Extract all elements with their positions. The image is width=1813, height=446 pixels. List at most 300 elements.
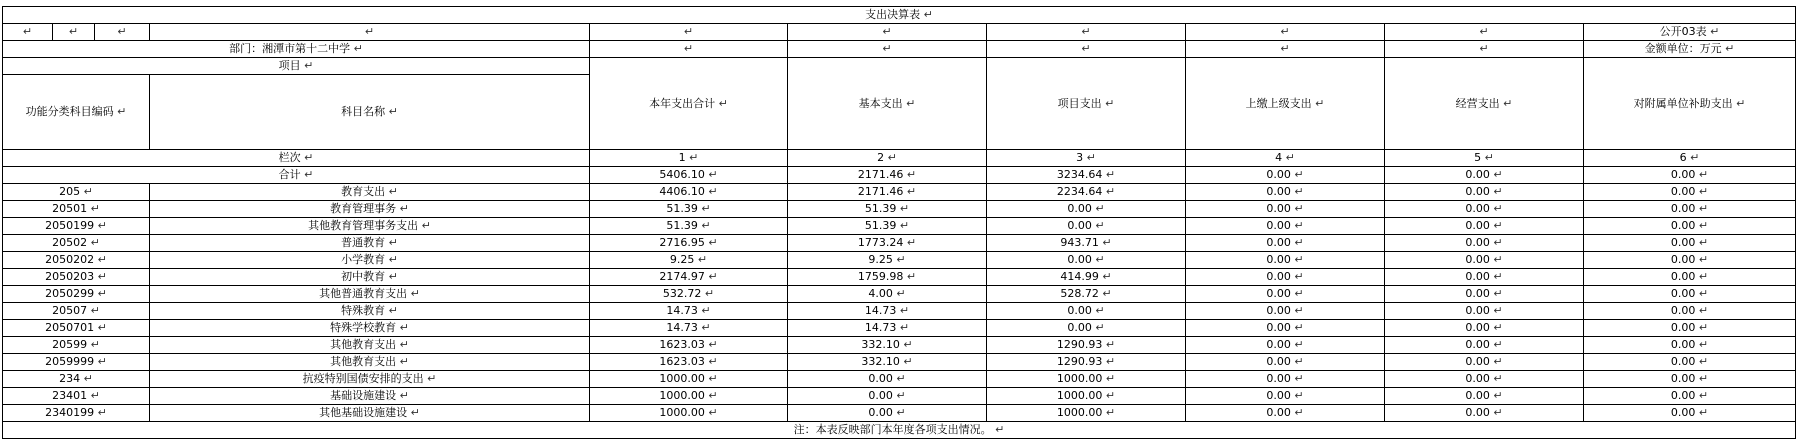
subject-code: 20502 xyxy=(52,236,88,249)
column-number-label: 栏次 xyxy=(278,151,301,164)
paragraph-mark-icon: ↵ xyxy=(1294,185,1304,198)
paragraph-mark-icon: ↵ xyxy=(83,372,93,385)
amount-value: 2234.64 xyxy=(1056,185,1103,198)
amount-value: 0.00 xyxy=(1465,304,1490,317)
amount-value: 414.99 xyxy=(1060,270,1099,283)
subject-name: 普通教育 xyxy=(341,236,386,249)
paragraph-mark-icon: ↵ xyxy=(399,202,409,215)
amount-value: 0.00 xyxy=(1465,372,1490,385)
amount-value: 1000.00 xyxy=(1056,389,1103,402)
header-subsidiary-subsidy: 对附属单位补助支出 xyxy=(1633,96,1733,110)
paragraph-mark-icon: ↵ xyxy=(906,236,917,249)
paragraph-mark-icon: ↵ xyxy=(1493,168,1503,181)
total-label: 合计 xyxy=(278,168,301,181)
paragraph-mark-icon: ↵ xyxy=(410,406,420,419)
subject-name: 特殊学校教育 xyxy=(330,321,397,334)
paragraph-mark-icon: ↵ xyxy=(704,287,715,300)
paragraph-mark-icon: ↵ xyxy=(882,25,892,38)
paragraph-mark-icon: ↵ xyxy=(1102,236,1112,249)
paragraph-mark-icon: ↵ xyxy=(1493,287,1503,300)
amount-value: 0.00 xyxy=(1465,253,1490,266)
amount-value: 0.00 xyxy=(1670,321,1696,334)
subject-name: 抗疫特别国债安排的支出 xyxy=(302,372,424,385)
paragraph-mark-icon: ↵ xyxy=(1493,185,1503,198)
paragraph-mark-icon: ↵ xyxy=(1698,270,1709,283)
subject-name: 教育支出 xyxy=(341,185,386,198)
subject-code: 20599 xyxy=(52,338,88,351)
paragraph-mark-icon: ↵ xyxy=(708,236,718,249)
paragraph-mark-icon: ↵ xyxy=(1105,185,1116,198)
paragraph-mark-icon: ↵ xyxy=(399,338,409,351)
paragraph-mark-icon: ↵ xyxy=(1493,270,1503,283)
paragraph-mark-icon: ↵ xyxy=(1294,321,1304,334)
department-label: 部门：湘潭市第十二中学 xyxy=(229,42,351,55)
paragraph-mark-icon: ↵ xyxy=(1493,389,1503,402)
total-value: 0.00 xyxy=(1266,168,1291,181)
amount-value: 0.00 xyxy=(1067,321,1092,334)
amount-value: 2716.95 xyxy=(659,236,705,249)
column-number: 1 xyxy=(678,151,686,164)
subject-name: 其他教育支出 xyxy=(330,338,397,351)
paragraph-mark-icon: ↵ xyxy=(97,219,107,232)
header-basic-expenditure: 基本支出 xyxy=(858,96,903,110)
paragraph-mark-icon: ↵ xyxy=(1105,338,1116,351)
subject-code: 2050203 xyxy=(45,270,95,283)
paragraph-mark-icon: ↵ xyxy=(1095,253,1105,266)
amount-value: 0.00 xyxy=(1465,406,1490,419)
amount-value: 0.00 xyxy=(1465,389,1490,402)
table-row xyxy=(3,201,1796,218)
paragraph-mark-icon: ↵ xyxy=(697,253,708,266)
table-row xyxy=(3,218,1796,235)
paragraph-mark-icon: ↵ xyxy=(899,321,910,334)
subject-name: 小学教育 xyxy=(341,253,386,266)
total-value: 2171.46 xyxy=(857,168,904,181)
paragraph-mark-icon: ↵ xyxy=(906,270,917,283)
paragraph-mark-icon: ↵ xyxy=(899,202,910,215)
amount-value: 0.00 xyxy=(1266,287,1291,300)
paragraph-mark-icon: ↵ xyxy=(1493,372,1503,385)
total-value: 3234.64 xyxy=(1056,168,1103,181)
paragraph-mark-icon: ↵ xyxy=(1725,42,1735,55)
paragraph-mark-icon: ↵ xyxy=(995,423,1005,436)
amount-value: 14.73 xyxy=(666,321,698,334)
paragraph-mark-icon: ↵ xyxy=(689,151,699,164)
amount-value: 0.00 xyxy=(1465,270,1490,283)
amount-value: 0.00 xyxy=(1465,202,1490,215)
paragraph-mark-icon: ↵ xyxy=(1698,168,1709,181)
paragraph-mark-icon: ↵ xyxy=(304,151,314,164)
paragraph-mark-icon: ↵ xyxy=(1294,236,1304,249)
paragraph-mark-icon: ↵ xyxy=(1095,304,1105,317)
amount-value: 0.00 xyxy=(1266,219,1291,232)
column-number: 6 xyxy=(1679,151,1687,164)
paragraph-mark-icon: ↵ xyxy=(388,185,398,198)
expenditure-table xyxy=(2,6,1796,439)
paragraph-mark-icon: ↵ xyxy=(708,338,718,351)
table-note: 注：本表反映部门本年度各项支出情况。 xyxy=(793,423,992,436)
amount-value: 1290.93 xyxy=(1056,355,1103,368)
paragraph-mark-icon: ↵ xyxy=(903,355,913,368)
table-row xyxy=(3,235,1796,252)
amount-value: 9.25 xyxy=(868,253,893,266)
paragraph-mark-icon: ↵ xyxy=(1294,168,1304,181)
subject-name: 初中教育 xyxy=(341,270,386,283)
paragraph-mark-icon: ↵ xyxy=(1698,185,1709,198)
amount-value: 0.00 xyxy=(1670,406,1696,419)
subject-code: 2050701 xyxy=(45,321,95,334)
amount-value: 0.00 xyxy=(1266,270,1291,283)
amount-value: 332.10 xyxy=(861,355,900,368)
table-row xyxy=(3,354,1796,371)
department-row xyxy=(3,41,1796,58)
header-total-expenditure: 本年支出合计 xyxy=(649,96,716,110)
column-number: 5 xyxy=(1474,151,1482,164)
paragraph-mark-icon: ↵ xyxy=(1493,304,1503,317)
amount-value: 0.00 xyxy=(1266,406,1291,419)
amount-value: 51.39 xyxy=(666,219,698,232)
paragraph-mark-icon: ↵ xyxy=(1294,355,1304,368)
amount-value: 4406.10 xyxy=(659,185,705,198)
subject-name: 特殊教育 xyxy=(341,304,386,317)
amount-value: 1623.03 xyxy=(659,338,705,351)
table-number: 公开03表 xyxy=(1659,25,1707,38)
paragraph-mark-icon: ↵ xyxy=(1315,96,1325,110)
amount-value: 0.00 xyxy=(1670,236,1696,249)
paragraph-mark-icon: ↵ xyxy=(1105,406,1116,419)
paragraph-mark-icon: ↵ xyxy=(1095,202,1105,215)
paragraph-mark-icon: ↵ xyxy=(68,25,79,38)
paragraph-mark-icon: ↵ xyxy=(1081,25,1091,38)
paragraph-mark-icon: ↵ xyxy=(1493,355,1503,368)
paragraph-mark-icon: ↵ xyxy=(399,389,409,402)
paragraph-mark-icon: ↵ xyxy=(427,372,437,385)
paragraph-mark-icon: ↵ xyxy=(90,338,100,351)
paragraph-mark-icon: ↵ xyxy=(1493,321,1503,334)
paragraph-mark-icon: ↵ xyxy=(1105,96,1115,110)
paragraph-mark-icon: ↵ xyxy=(923,8,933,21)
table-row xyxy=(3,252,1796,269)
amount-value: 0.00 xyxy=(1067,202,1092,215)
amount-value: 0.00 xyxy=(1266,321,1291,334)
paragraph-mark-icon: ↵ xyxy=(899,304,910,317)
amount-value: 14.73 xyxy=(864,321,897,334)
paragraph-mark-icon: ↵ xyxy=(1479,42,1489,55)
amount-value: 0.00 xyxy=(1670,287,1696,300)
paragraph-mark-icon: ↵ xyxy=(1105,389,1116,402)
paragraph-mark-icon: ↵ xyxy=(388,253,398,266)
amount-value: 0.00 xyxy=(1465,219,1490,232)
paragraph-mark-icon: ↵ xyxy=(117,105,127,118)
paragraph-mark-icon: ↵ xyxy=(708,355,718,368)
paragraph-mark-icon: ↵ xyxy=(1095,321,1105,334)
paragraph-mark-icon: ↵ xyxy=(701,219,711,232)
paragraph-mark-icon: ↵ xyxy=(896,406,906,419)
column-number-row xyxy=(3,150,1796,167)
amount-value: 0.00 xyxy=(1067,304,1092,317)
table-row xyxy=(3,320,1796,337)
paragraph-mark-icon: ↵ xyxy=(1690,151,1700,164)
amount-value: 0.00 xyxy=(1266,338,1291,351)
paragraph-mark-icon: ↵ xyxy=(364,25,375,38)
paragraph-mark-icon: ↵ xyxy=(701,304,711,317)
paragraph-mark-icon: ↵ xyxy=(1095,219,1105,232)
paragraph-mark-icon: ↵ xyxy=(701,202,711,215)
paragraph-mark-icon: ↵ xyxy=(97,321,107,334)
paragraph-mark-icon: ↵ xyxy=(1285,151,1295,164)
paragraph-mark-icon: ↵ xyxy=(708,185,718,198)
paragraph-mark-icon: ↵ xyxy=(896,287,906,300)
paragraph-mark-icon: ↵ xyxy=(1294,270,1304,283)
paragraph-mark-icon: ↵ xyxy=(1280,42,1290,55)
amount-value: 14.73 xyxy=(666,304,698,317)
paragraph-mark-icon: ↵ xyxy=(1493,338,1503,351)
table-row xyxy=(3,303,1796,320)
amount-value: 1000.00 xyxy=(1056,406,1103,419)
header-operating-expenditure: 经营支出 xyxy=(1455,96,1500,110)
subject-name: 基础设施建设 xyxy=(330,389,397,402)
paragraph-mark-icon: ↵ xyxy=(399,355,409,368)
table-row xyxy=(3,371,1796,388)
paragraph-mark-icon: ↵ xyxy=(1294,372,1304,385)
paragraph-mark-icon: ↵ xyxy=(887,151,897,164)
amount-value: 0.00 xyxy=(1465,185,1490,198)
amount-value: 0.00 xyxy=(1670,355,1696,368)
paragraph-mark-icon: ↵ xyxy=(1698,219,1709,232)
total-value: 0.00 xyxy=(1670,168,1696,181)
paragraph-mark-icon: ↵ xyxy=(1294,338,1304,351)
paragraph-mark-icon: ↵ xyxy=(1081,42,1091,55)
paragraph-mark-icon: ↵ xyxy=(1698,355,1709,368)
amount-value: 2171.46 xyxy=(857,185,904,198)
header-code: 功能分类科目编码 xyxy=(25,105,114,118)
amount-value: 532.72 xyxy=(662,287,702,300)
paragraph-mark-icon: ↵ xyxy=(1294,219,1304,232)
amount-value: 0.00 xyxy=(1266,202,1291,215)
subject-code: 2059999 xyxy=(45,355,95,368)
total-value: 0.00 xyxy=(1465,168,1490,181)
paragraph-mark-icon: ↵ xyxy=(1280,25,1290,38)
column-number: 4 xyxy=(1275,151,1283,164)
paragraph-mark-icon: ↵ xyxy=(410,287,420,300)
paragraph-mark-icon: ↵ xyxy=(1503,96,1513,110)
paragraph-mark-icon: ↵ xyxy=(1698,406,1709,419)
subject-code: 2050202 xyxy=(45,253,95,266)
amount-value: 9.25 xyxy=(669,253,695,266)
amount-value: 1000.00 xyxy=(659,406,705,419)
total-value: 5406.10 xyxy=(659,168,705,181)
paragraph-mark-icon: ↵ xyxy=(708,168,718,181)
paragraph-mark-icon: ↵ xyxy=(1294,406,1304,419)
paragraph-mark-icon: ↵ xyxy=(903,338,913,351)
paragraph-mark-icon: ↵ xyxy=(1698,338,1709,351)
amount-value: 0.00 xyxy=(1465,321,1490,334)
amount-value: 0.00 xyxy=(868,406,893,419)
column-number: 3 xyxy=(1076,151,1084,164)
paragraph-mark-icon: ↵ xyxy=(1086,151,1096,164)
paragraph-mark-icon: ↵ xyxy=(896,372,906,385)
header-project-expenditure: 项目支出 xyxy=(1057,96,1102,110)
paragraph-mark-icon: ↵ xyxy=(882,42,892,55)
paragraph-mark-icon: ↵ xyxy=(701,321,711,334)
paragraph-mark-icon: ↵ xyxy=(906,168,917,181)
table-row xyxy=(3,388,1796,405)
paragraph-mark-icon: ↵ xyxy=(1698,389,1709,402)
header-remit-superior: 上缴上级支出 xyxy=(1245,96,1312,110)
paragraph-mark-icon: ↵ xyxy=(97,355,107,368)
paragraph-mark-icon: ↵ xyxy=(899,219,910,232)
paragraph-mark-icon: ↵ xyxy=(708,372,718,385)
amount-value: 0.00 xyxy=(1670,185,1696,198)
subject-name: 其他普通教育支出 xyxy=(319,287,408,300)
amount-value: 1290.93 xyxy=(1056,338,1103,351)
paragraph-mark-icon: ↵ xyxy=(1736,96,1746,110)
paragraph-mark-icon: ↵ xyxy=(718,96,728,110)
table-number-row xyxy=(3,24,1796,41)
paragraph-mark-icon: ↵ xyxy=(90,202,100,215)
paragraph-mark-icon: ↵ xyxy=(1294,304,1304,317)
paragraph-mark-icon: ↵ xyxy=(97,406,107,419)
subject-name: 其他教育支出 xyxy=(330,355,397,368)
amount-value: 0.00 xyxy=(1266,389,1291,402)
paragraph-mark-icon: ↵ xyxy=(896,253,906,266)
paragraph-mark-icon: ↵ xyxy=(1102,287,1112,300)
paragraph-mark-icon: ↵ xyxy=(1698,287,1709,300)
amount-value: 0.00 xyxy=(1465,355,1490,368)
title-row xyxy=(3,7,1796,24)
paragraph-mark-icon: ↵ xyxy=(1698,253,1709,266)
amount-value: 0.00 xyxy=(1670,372,1696,385)
header-item: 项目 xyxy=(278,59,301,72)
paragraph-mark-icon: ↵ xyxy=(1105,372,1116,385)
paragraph-mark-icon: ↵ xyxy=(1294,389,1304,402)
paragraph-mark-icon: ↵ xyxy=(1698,236,1709,249)
total-row xyxy=(3,167,1796,184)
paragraph-mark-icon: ↵ xyxy=(896,389,906,402)
subject-name: 其他教育管理事务支出 xyxy=(308,219,419,232)
paragraph-mark-icon: ↵ xyxy=(1698,372,1709,385)
amount-value: 0.00 xyxy=(1266,253,1291,266)
table-row xyxy=(3,184,1796,201)
amount-value: 51.39 xyxy=(864,219,897,232)
paragraph-mark-icon: ↵ xyxy=(1493,253,1503,266)
paragraph-mark-icon: ↵ xyxy=(1105,168,1116,181)
amount-value: 0.00 xyxy=(1266,236,1291,249)
amount-value: 0.00 xyxy=(1266,355,1291,368)
paragraph-mark-icon: ↵ xyxy=(97,270,107,283)
unit-label: 金额单位：万元 xyxy=(1644,42,1722,55)
amount-value: 2174.97 xyxy=(659,270,705,283)
paragraph-mark-icon: ↵ xyxy=(1105,355,1116,368)
subject-code: 234 xyxy=(59,372,81,385)
paragraph-mark-icon: ↵ xyxy=(90,236,100,249)
table-row xyxy=(3,269,1796,286)
subject-code: 2340199 xyxy=(45,406,95,419)
paragraph-mark-icon: ↵ xyxy=(906,96,916,110)
header-name: 科目名称 xyxy=(341,105,386,118)
amount-value: 0.00 xyxy=(1670,219,1696,232)
subject-code: 2050199 xyxy=(45,219,95,232)
paragraph-mark-icon: ↵ xyxy=(388,105,398,118)
header-row-item xyxy=(3,58,1796,75)
paragraph-mark-icon: ↵ xyxy=(90,304,100,317)
paragraph-mark-icon: ↵ xyxy=(388,236,398,249)
paragraph-mark-icon: ↵ xyxy=(683,25,694,38)
paragraph-mark-icon: ↵ xyxy=(304,168,314,181)
paragraph-mark-icon: ↵ xyxy=(97,253,107,266)
paragraph-mark-icon: ↵ xyxy=(1698,304,1709,317)
paragraph-mark-icon: ↵ xyxy=(708,389,718,402)
paragraph-mark-icon: ↵ xyxy=(1710,25,1720,38)
table-title: 支出决算表 xyxy=(865,8,921,21)
amount-value: 0.00 xyxy=(1670,304,1696,317)
paragraph-mark-icon: ↵ xyxy=(683,42,694,55)
amount-value: 0.00 xyxy=(1266,185,1291,198)
paragraph-mark-icon: ↵ xyxy=(1493,219,1503,232)
paragraph-mark-icon: ↵ xyxy=(1102,270,1112,283)
paragraph-mark-icon: ↵ xyxy=(906,185,917,198)
paragraph-mark-icon: ↵ xyxy=(1698,202,1709,215)
paragraph-mark-icon: ↵ xyxy=(1294,287,1304,300)
paragraph-mark-icon: ↵ xyxy=(90,389,100,402)
paragraph-mark-icon: ↵ xyxy=(353,42,363,55)
amount-value: 0.00 xyxy=(1465,338,1490,351)
amount-value: 0.00 xyxy=(1670,389,1696,402)
paragraph-mark-icon: ↵ xyxy=(399,321,409,334)
subject-code: 20501 xyxy=(52,202,88,215)
subject-code: 20507 xyxy=(52,304,88,317)
paragraph-mark-icon: ↵ xyxy=(421,219,431,232)
paragraph-mark-icon: ↵ xyxy=(1493,202,1503,215)
amount-value: 4.00 xyxy=(868,287,893,300)
paragraph-mark-icon: ↵ xyxy=(1493,236,1503,249)
amount-value: 0.00 xyxy=(1465,287,1490,300)
amount-value: 1759.98 xyxy=(857,270,904,283)
table-row xyxy=(3,337,1796,354)
paragraph-mark-icon: ↵ xyxy=(1698,321,1709,334)
amount-value: 332.10 xyxy=(861,338,900,351)
table-row xyxy=(3,286,1796,303)
amount-value: 0.00 xyxy=(1670,253,1696,266)
column-number: 2 xyxy=(877,151,885,164)
amount-value: 0.00 xyxy=(1670,202,1696,215)
paragraph-mark-icon: ↵ xyxy=(117,25,127,38)
paragraph-mark-icon: ↵ xyxy=(388,304,398,317)
paragraph-mark-icon: ↵ xyxy=(83,185,93,198)
paragraph-mark-icon: ↵ xyxy=(1294,253,1304,266)
paragraph-mark-icon: ↵ xyxy=(1294,202,1304,215)
amount-value: 0.00 xyxy=(1067,253,1092,266)
amount-value: 0.00 xyxy=(1670,270,1696,283)
paragraph-mark-icon: ↵ xyxy=(22,25,33,38)
paragraph-mark-icon: ↵ xyxy=(97,287,107,300)
paragraph-mark-icon: ↵ xyxy=(304,59,314,72)
amount-value: 14.73 xyxy=(864,304,897,317)
paragraph-mark-icon: ↵ xyxy=(1493,406,1503,419)
table-row xyxy=(3,405,1796,422)
amount-value: 0.00 xyxy=(1266,304,1291,317)
amount-value: 943.71 xyxy=(1060,236,1099,249)
paragraph-mark-icon: ↵ xyxy=(708,406,718,419)
amount-value: 528.72 xyxy=(1060,287,1099,300)
subject-name: 教育管理事务 xyxy=(330,202,397,215)
amount-value: 0.00 xyxy=(868,372,893,385)
paragraph-mark-icon: ↵ xyxy=(708,270,718,283)
amount-value: 1623.03 xyxy=(659,355,705,368)
paragraph-mark-icon: ↵ xyxy=(388,270,398,283)
amount-value: 1000.00 xyxy=(659,372,705,385)
subject-code: 205 xyxy=(59,185,81,198)
